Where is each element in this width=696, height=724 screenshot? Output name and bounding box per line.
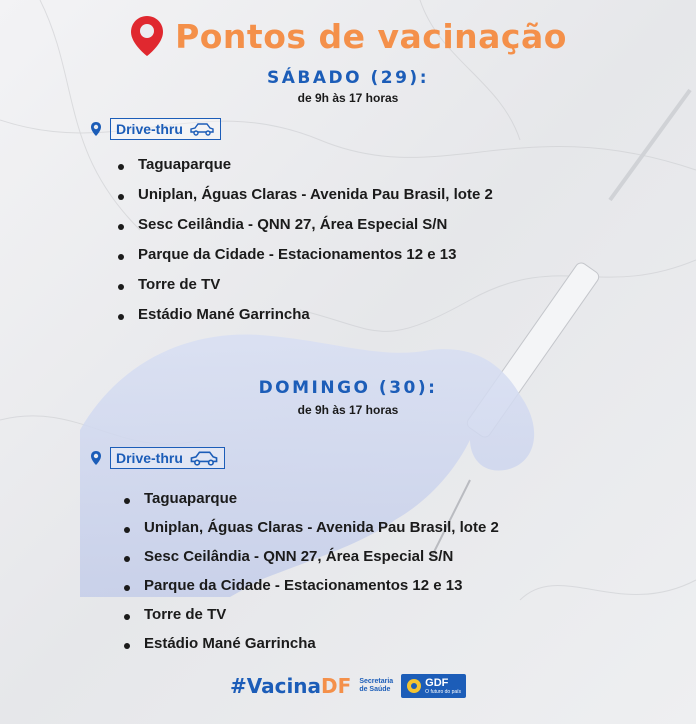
sunday-heading: DOMINGO (30): xyxy=(258,378,438,398)
car-icon xyxy=(189,122,215,136)
drive-thru-label: Drive-thru xyxy=(116,450,183,466)
hashtag-suffix: DF xyxy=(321,674,352,698)
gdf-emblem-icon xyxy=(406,678,422,694)
pin-icon xyxy=(90,121,102,137)
list-item: Sesc Ceilândia - QNN 27, Área Especial S/N xyxy=(116,216,493,246)
list-item: Uniplan, Águas Claras - Avenida Pau Brasil, lote 2 xyxy=(116,186,493,216)
secretaria-line1: Secretaria xyxy=(359,678,394,685)
saturday-drive-thru xyxy=(90,118,221,140)
secretaria-logo xyxy=(359,678,393,694)
saturday-heading: SÁBADO (29): xyxy=(267,68,429,88)
list-item: Taguaparque xyxy=(122,490,499,519)
sunday-hours: de 9h às 17 horas xyxy=(297,403,399,417)
list-item: Torre de TV xyxy=(122,606,499,635)
hashtag xyxy=(230,674,351,698)
page-title: Pontos de vacinação xyxy=(175,16,567,56)
sunday-drive-thru xyxy=(90,447,225,469)
list-item: Taguaparque xyxy=(116,156,493,186)
gdf-sub: O futuro do país xyxy=(425,689,462,695)
hashtag-prefix: #Vacina xyxy=(229,674,322,698)
gdf-label: GDF xyxy=(425,677,449,689)
list-item: Parque da Cidade - Estacionamentos 12 e 13 xyxy=(122,577,499,606)
footer xyxy=(0,674,696,698)
list-item: Estádio Mané Garrincha xyxy=(116,306,493,336)
list-item: Torre de TV xyxy=(116,276,493,306)
car-icon xyxy=(189,450,219,466)
drive-thru-badge xyxy=(110,118,221,140)
list-item: Uniplan, Águas Claras - Avenida Pau Brasil, lote 2 xyxy=(122,519,499,548)
list-item: Estádio Mané Garrincha xyxy=(122,635,499,664)
drive-thru-label: Drive-thru xyxy=(116,121,183,137)
sunday-places-list xyxy=(122,490,499,664)
list-item: Parque da Cidade - Estacionamentos 12 e 13 xyxy=(116,246,493,276)
list-item: Sesc Ceilândia - QNN 27, Área Especial S/N xyxy=(122,548,499,577)
saturday-hours: de 9h às 17 horas xyxy=(297,91,399,105)
header xyxy=(0,14,696,58)
saturday-places-list xyxy=(116,156,493,336)
gdf-logo xyxy=(401,674,466,698)
drive-thru-badge xyxy=(110,447,225,469)
secretaria-line2: de Saúde xyxy=(359,686,391,693)
location-pin-icon xyxy=(129,14,165,58)
pin-icon xyxy=(90,450,102,466)
